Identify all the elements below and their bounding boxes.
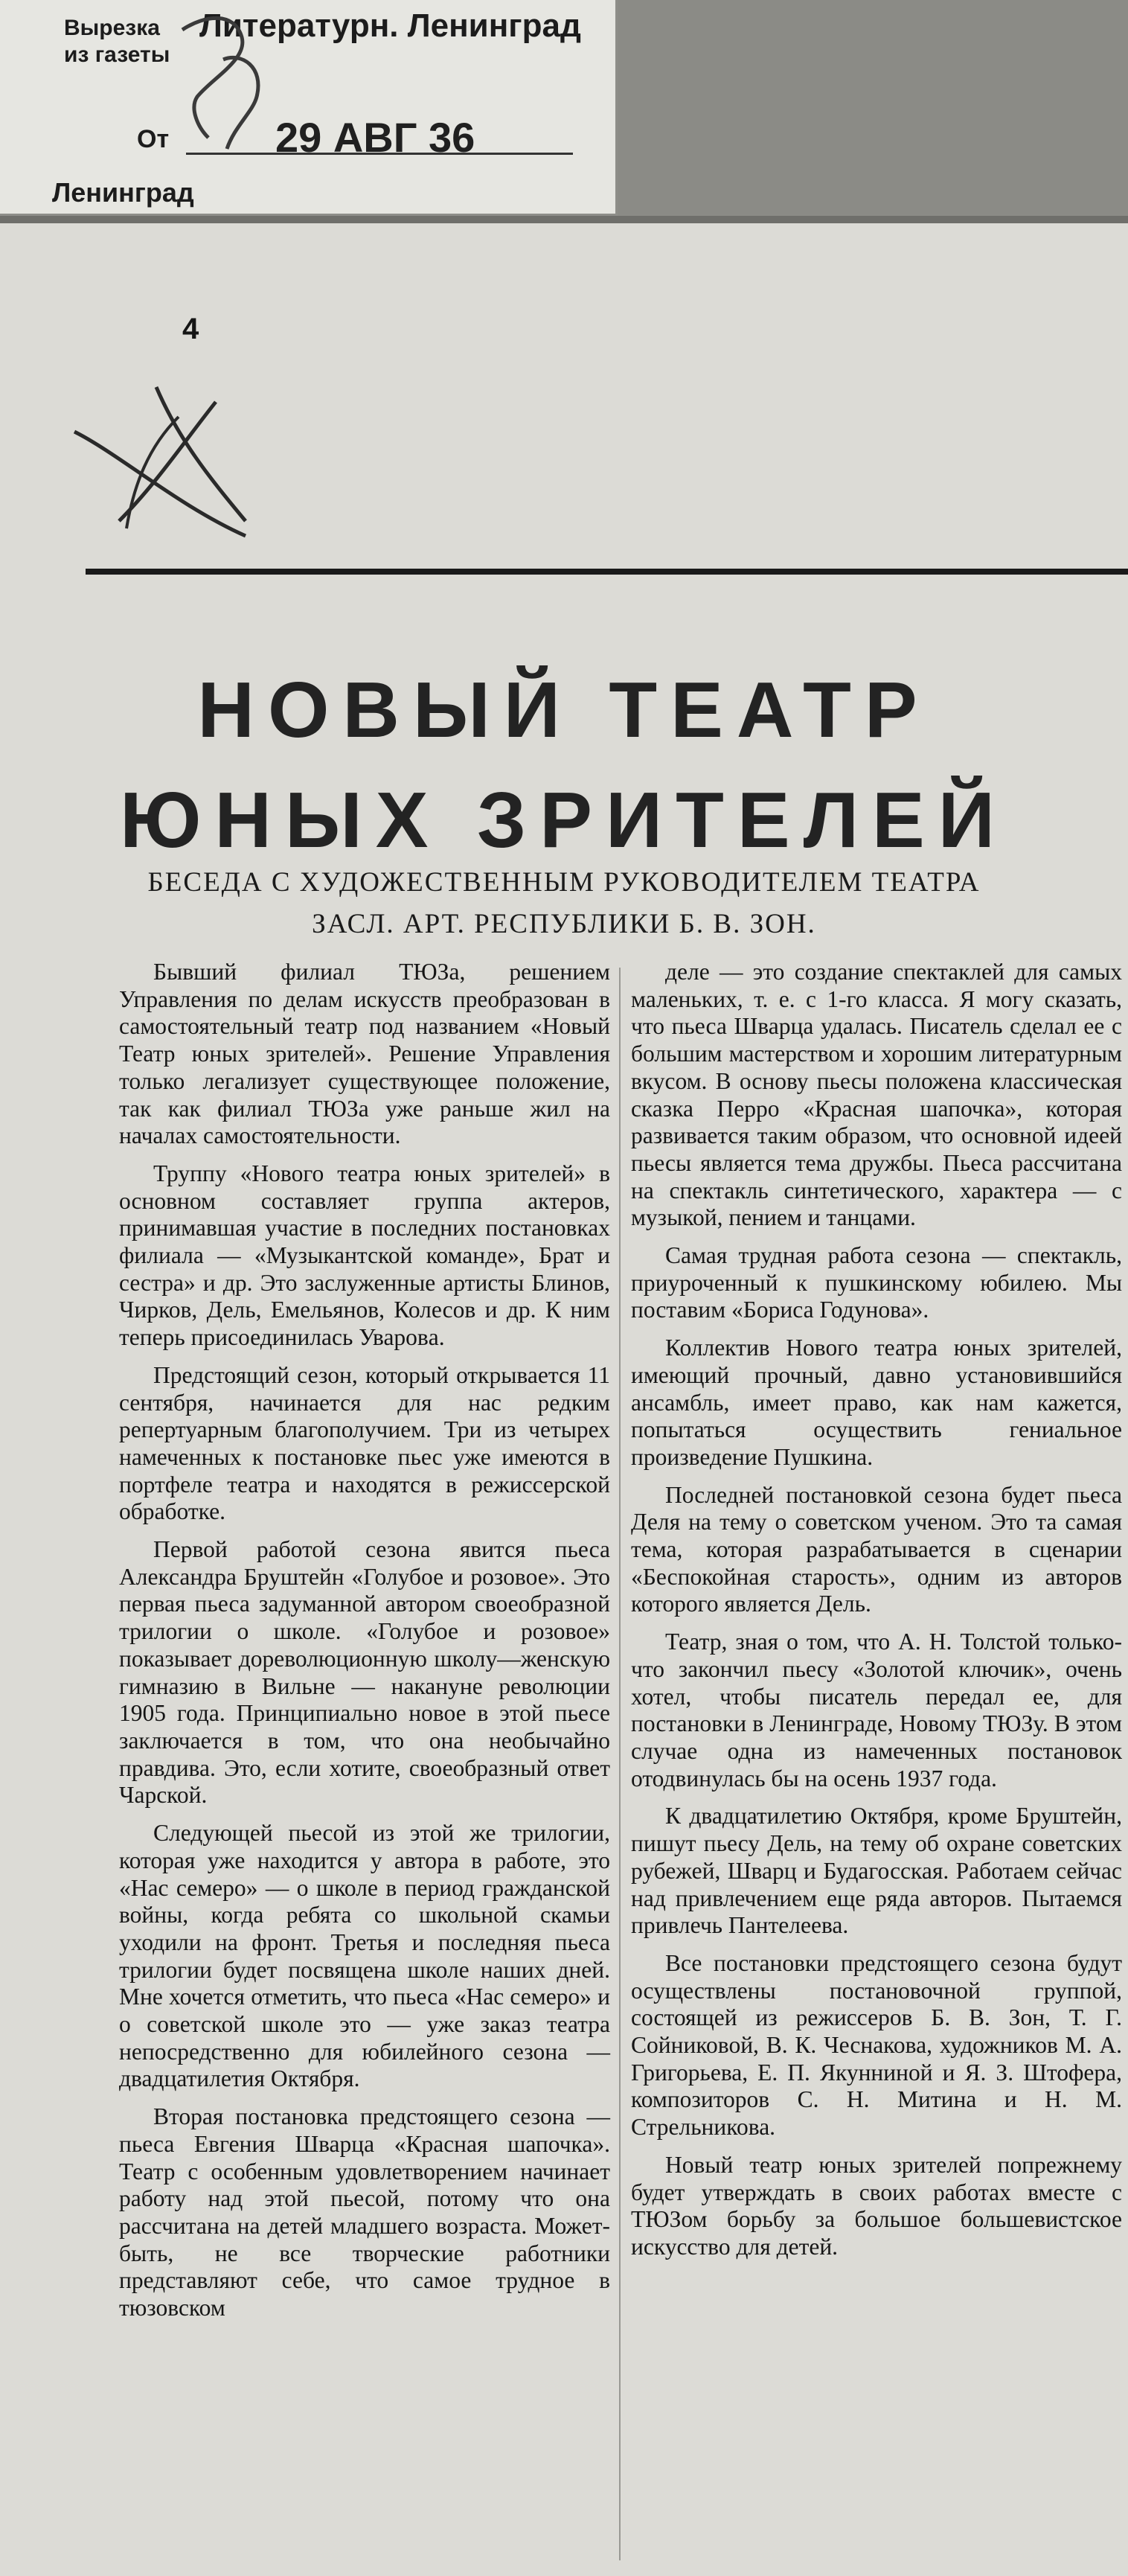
paragraph: Бывший филиал ТЮЗа, решением Управления по делам искусств преобразован в самостоятельный театр под названием «Новый Театр юных зрителей». Решение Управления только легализует существующее положение, так как филиал ТЮЗа уже раньше жил на началах самостоятельности. [119,959,610,1149]
paragraph: Новый театр юных зрителей попрежнему будет утверждать в своих работах вместе с ТЮЗом борьбу за большое большевистское искусство для детей. [631,2151,1122,2260]
slip-background [618,0,1128,216]
date-label: От [137,125,170,153]
paragraph: Театр, зная о том, что А. Н. Толстой только-что закончил пьесу «Золотой ключик», очень хотел, чтобы писатель передал ее, для постановки в Ленинграде, Новому ТЮЗу. В этом случае одна из намеченных постановок отодвинулась бы на осень 1937 года. [631,1629,1122,1792]
paragraph: Следующей пьесой из этой же трилогии, которая уже находится у автора в работе, это «Нас семеро» — о школе в период гражданской войны, когда ребята со школьной скамьи уходили на фронт. Третья и последняя пьеса трилогии будет посвящена школе наших дней. Мне хочется отметить, что пьеса «Нас семеро» и о советской школе это — уже заказ театра непосредственно для юбилейного сезона — двадцатилетия Октября. [119,1820,610,2092]
paragraph: Предстоящий сезон, который открывается 11 сентября, начинается для нас редким репертуарным благополучием. Три из четырех намеченных к постановке пьес уже имеются в портфеле театра и находятся в режиссерской обработке. [119,1361,610,1525]
paragraph: Первой работой сезона явится пьеса Александра Бруштейн «Голубое и розовое». Это первая пьеса задуманной автором своеобразной трилогии о школе. «Голубое и розовое» показывает дореволюционную школу—женскую гимназию в Вильне — накануне революции 1905 года. Принципиально новое в этой пьесе заключается в том, что она необычайно правдива. Это, если хотите, своеобразный ответ Чарской. [119,1536,610,1809]
paragraph: деле — это создание спектаклей для самых маленьких, т. е. с 1-го класса. Я могу сказать, что пьеса Шварца удалась. Писатель сделал ее с большим мастерством и хорошим литературным вкусом. В основу пьесы положена классическая сказка Перро «Красная шапочка», которая развивается таким образом, что основной идеей пьесы является тема дружбы. Пьеса рассчитана на спектакль синтетического, характера — с музыкой, пением и танцами. [631,959,1122,1231]
slip-city: Ленинград [52,177,194,208]
newspaper-name: Литературн. Ленинград [199,7,581,44]
subhead-line: БЕСЕДА С ХУДОЖЕСТВЕННЫМ РУКОВОДИТЕЛЕМ ТЕАТРА [147,867,981,898]
header-rule [86,569,1128,575]
page-number: 4 [182,313,199,345]
paragraph: Все постановки предстоящего сезона будут осуществлены постановочной группой, состоящей из режиссеров Б. В. Зон, Т. Г. Сойниковой, В. К. Чеснакова, художников М. А. Григорьева, Е. П. Якунниной и Я. З. Штофера, композиторов С. Н. Митина и Н. М. Стрельникова. [631,1949,1122,2141]
paragraph: Последней постановкой сезона будет пьеса Деля на тему о советском ученом. Это та самая тема, которая разрабатывается в сценарии «Беспокойная старость», одним из авторов которого является Дель. [631,1481,1122,1617]
paragraph: Самая трудная работа сезона — спектакль, приуроченный к пушкинскому юбилею. Мы поставим «Бориса Годунова». [631,1242,1122,1323]
column-separator [619,968,621,2560]
article-subheading [0,862,1128,945]
subhead-line: ЗАСЛ. АРТ. РЕСПУБЛИКИ Б. В. ЗОН. [312,909,816,939]
handwritten-x-mark [67,372,260,543]
paragraph: Труппу «Нового театра юных зрителей» в основном составляет группа актеров, принимавшая участие в последних постановках филиала — «Музыкантской команде», Брат и сестра» и др. Это заслуженные артисты Блинов, Чирков, Дель, Емельянов, Колесов и др. К ним теперь присоединилась Уваровa. [119,1160,610,1351]
handwritten-pencil-mark [153,7,286,156]
right-column [631,959,1122,2272]
headline-line: ЮНЫХ ЗРИТЕЛЕЙ [120,776,1008,864]
date-stamp: 29 АВГ 36 [275,114,475,161]
paragraph: Коллектив Нового театра юных зрителей, имеющий прочный, давно установившийся ансамбль, имеет право, как нам кажется, попытаться осуществить гениальное произведение Пушкина. [631,1335,1122,1470]
clipping-slip [0,0,618,216]
paragraph: К двадцатилетию Октября, кроме Бруштейн, пишут пьесу Дель, на тему об охране советских рубежей, Шварц и Будагосская. Работаем сейчас над привлечением еще ряда авторов. Пытаемся привлечь Пантелеева. [631,1803,1122,1939]
paragraph: Вторая постановка предстоящего сезона — пьеса Евгения Шварца «Красная шапочка». Театр с особенным удовлетворением начинает работу над этой пьесой, потому что она рассчитана на детей младшего возраста. Может-быть, не все творческие работники представляют себе, что самое трудное в тюзовском [119,2103,610,2321]
slip-label: Вырезка из газеты [64,16,170,67]
headline-line: НОВЫЙ ТЕАТР [197,666,931,754]
article-headline [0,655,1128,875]
left-column [119,959,610,2333]
